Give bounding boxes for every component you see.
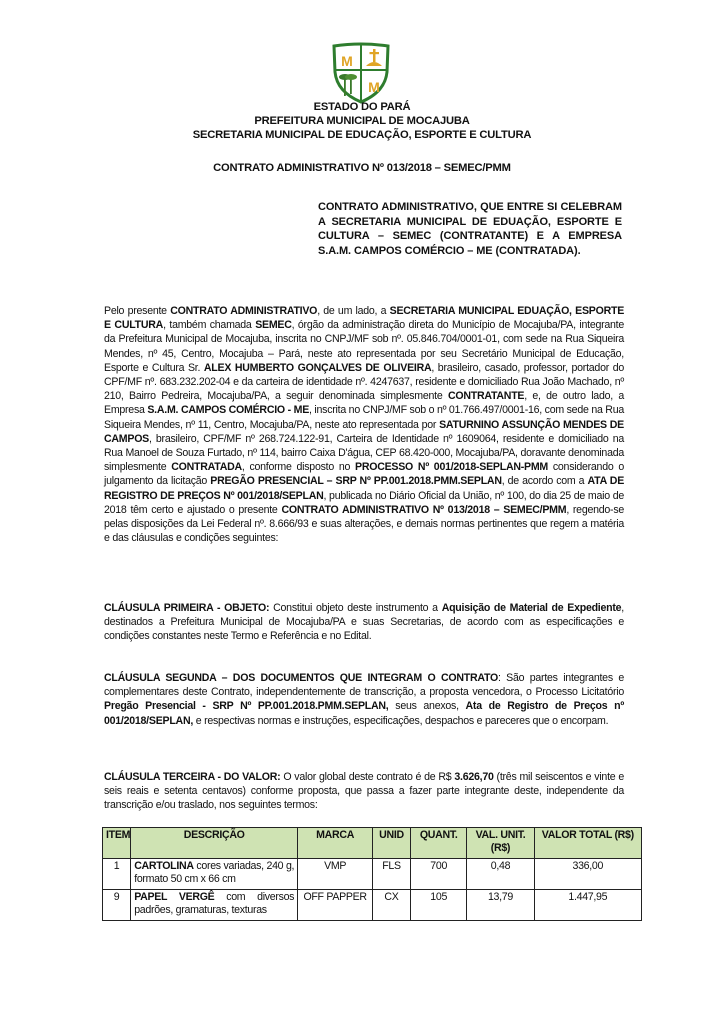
cell-total-value: 336,00 — [534, 859, 641, 890]
bold-text-run: CLÁUSULA PRIMEIRA - OBJETO: — [104, 602, 270, 614]
column-header-brand: MARCA — [298, 828, 373, 859]
header-state: ESTADO DO PARÁ — [313, 101, 411, 113]
text-run: , também chamada — [163, 319, 256, 332]
cell-description-details: com diversos padrões, gramaturas, texturas — [134, 891, 295, 917]
bold-text-run: SECRETARIA MUNICIPAL EDUAÇÃO, ESPORTE E CULTURA — [104, 305, 625, 332]
bold-text-run: 3.626,70 — [454, 771, 494, 783]
text-run: , e, de outro lado, a Empresa — [104, 390, 625, 417]
contract-title: CONTRATO ADMINISTRATIVO Nº 013/2018 – SEMEC/PMM — [213, 162, 511, 174]
column-header-unit-value: VAL. UNIT. (R$) — [467, 828, 534, 859]
bold-text-run: CONTRATANTE — [447, 390, 525, 403]
preamble-paragraph — [104, 304, 624, 545]
cell-brand: VMP — [298, 859, 373, 890]
contract-summary: CONTRATO ADMINISTRATIVO, QUE ENTRE SI CELEBRAM A SECRETARIA MUNICIPAL DE EDUAÇÃO, ESPORTE E CULTURA – SEMEC (CONTRATANTE) E A EMPRESA S.A.M. CAMPOS COMÉRCIO – ME (CONTRATADA). — [318, 201, 622, 257]
text-run: , órgão da administração direta do Município de Mocajuba/PA, integrante da Prefeitura Municipal de Mocajuba, inscrita no CNPJ/MF sob nº. 05.846.704/0001-01, com sede na Rua Siqueira Mendes, nº 45, Centro, Mocajuba – Pará, neste ato representada por seu Secretário Municipal de Educação, Esporte e Cultura Sr. — [104, 319, 625, 374]
text-run: O valor global deste contrato é de R$ — [280, 771, 455, 783]
cell-unit: FLS — [373, 859, 411, 890]
cell-brand: OFF PAPPER — [298, 890, 373, 921]
text-run: , brasileiro, casado, professor, portador do CPF/MF nº. 683.232.202-04 e da carteira de identidade nº. 4247637, residente e domiciliado Rua João Machado, nº 210, Bairro Pedreira, Mocajuba/PA, a seguir denominada simplesmente — [104, 361, 624, 403]
column-header-unit: UNID — [373, 828, 411, 859]
bold-text-run: Pregão Presencial - SRP Nº PP.001.2018.PMM.SEPLAN, — [104, 700, 389, 713]
bold-text-run: PROCESSO Nº 001/2018-SEPLAN-PMM — [355, 461, 548, 474]
svg-text:M: M — [368, 79, 380, 95]
cell-item: 9 — [103, 890, 131, 921]
cell-quantity: 105 — [410, 890, 466, 921]
bold-text-run: CLÁUSULA TERCEIRA - DO VALOR: — [104, 771, 281, 783]
svg-text:M: M — [341, 53, 353, 69]
text-run: Constitui objeto deste instrumento a — [269, 602, 442, 614]
cell-description-product: CARTOLINA — [134, 860, 194, 872]
header-secretariat: SECRETARIA MUNICIPAL DE EDUCAÇÃO, ESPORTE E CULTURA — [192, 129, 532, 141]
text-run: , de um lado, a — [317, 305, 390, 317]
table-row — [103, 890, 642, 921]
bold-text-run: ALEX HUMBERTO GONÇALVES DE OLIVEIRA — [203, 361, 432, 374]
text-run: (três mil seiscentos e vinte e seis reais e setenta centavos) conforme proposta, que passa a fazer parte integrante deste, independente da transcrição e/ou traslado, nos seguintes termos: — [104, 771, 624, 812]
cell-description — [131, 859, 298, 890]
bold-text-run: CONTRATADA — [171, 461, 242, 474]
clause-second-documents — [104, 671, 624, 728]
bold-text-run: Aquisição de Material de Expediente — [441, 602, 622, 614]
text-run: , conforme disposto no — [241, 461, 355, 474]
bold-text-run: SEMEC — [255, 319, 292, 332]
cell-description — [131, 890, 298, 921]
bold-text-run: SATURNINO ASSUNÇÃO MENDES DE CAMPOS — [104, 418, 624, 445]
bold-text-run: PREGÃO PRESENCIAL – SRP Nº PP.001.2018.PMM.SEPLAN — [210, 475, 502, 488]
table-header-row — [103, 828, 642, 859]
cell-unit-value: 0,48 — [467, 859, 534, 890]
column-header-quantity: QUANT. — [410, 828, 466, 859]
items-table — [102, 827, 642, 921]
text-run: , inscrita no CNPJ/MF sob o nº 01.766.497/0001-16, com sede na Rua Siqueira Mendes, nº 11, Centro, Mocajuba/PA, neste ato representada por — [104, 404, 624, 431]
bold-text-run: CONTRATO ADMINISTRATIVO Nº 013/2018 – SEMEC/PMM — [281, 503, 567, 516]
text-run: , destinados a Prefeitura Municipal de Mocajuba/PA e suas Secretarias, de acordo com as especificações e condições constantes neste Termo e Referência e no Edital. — [104, 602, 624, 643]
text-run: considerando o julgamento da licitação — [104, 461, 624, 488]
bold-text-run: Ata de Registro de Preços nº 001/2018/SEPLAN, — [104, 700, 625, 727]
bold-text-run: S.A.M. CAMPOS COMÉRCIO - ME — [147, 404, 310, 417]
cell-total-value: 1.447,95 — [534, 890, 641, 921]
bold-text-run: CLÁUSULA SEGUNDA – DOS DOCUMENTOS QUE INTEGRAM O CONTRATO — [104, 672, 498, 684]
bold-text-run: ATA DE REGISTRO DE PREÇOS Nº 001/2018/SEPLAN — [104, 475, 625, 502]
clause-third-value — [104, 770, 624, 813]
clause-first-object — [104, 601, 624, 644]
text-run: , regendo-se pelas disposições da Lei Federal nº. 8.666/93 e suas alterações, e demais normas pertinentes que regem a matéria e das cláusulas e condições seguintes: — [104, 503, 625, 545]
header-prefecture: PREFEITURA MUNICIPAL DE MOCAJUBA — [254, 115, 470, 127]
text-run: e respectivas normas e instruções, especificações, despachos e pareceres que o encorpam. — [193, 714, 609, 727]
cell-quantity: 700 — [410, 859, 466, 890]
text-run: , de acordo com a — [501, 475, 588, 488]
text-run: seus anexos, — [388, 700, 466, 713]
cell-description-details: cores variadas, 240 g, formato 50 cm x 66 cm — [134, 860, 295, 886]
text-run: , publicada no Diário Oficial da União, nº 100, do dia 25 de maio de 2018 têm certo e ajustado o presente — [104, 489, 624, 516]
text-run: , brasileiro, CPF/MF nº 268.724.122-91, Carteira de Identidade nº 1609064, residente e domiciliado na Rua Manoel de Souza Furtado, nº 114, bairro Caixa D'água, CEP 68.420-000, Mocajuba/PA, doravante denominada simplesmente — [104, 432, 624, 474]
municipal-crest-logo — [330, 42, 392, 104]
text-run: Pelo presente — [104, 305, 171, 317]
column-header-total-value: VALOR TOTAL (R$) — [534, 828, 641, 859]
cell-item: 1 — [103, 859, 131, 890]
column-header-description: DESCRIÇÃO — [131, 828, 298, 859]
text-run: : São partes integrantes e complementares deste Contrato, independentemente de transcrição, a proposta vencedora, o Processo Licitatório — [104, 672, 624, 699]
table-row — [103, 859, 642, 890]
cell-unit-value: 13,79 — [467, 890, 534, 921]
bold-text-run: CONTRATO ADMINISTRATIVO — [170, 305, 318, 317]
cell-unit: CX — [373, 890, 411, 921]
cell-description-product: PAPEL VERGÊ — [134, 891, 215, 903]
column-header-item: ITEM — [103, 828, 131, 859]
